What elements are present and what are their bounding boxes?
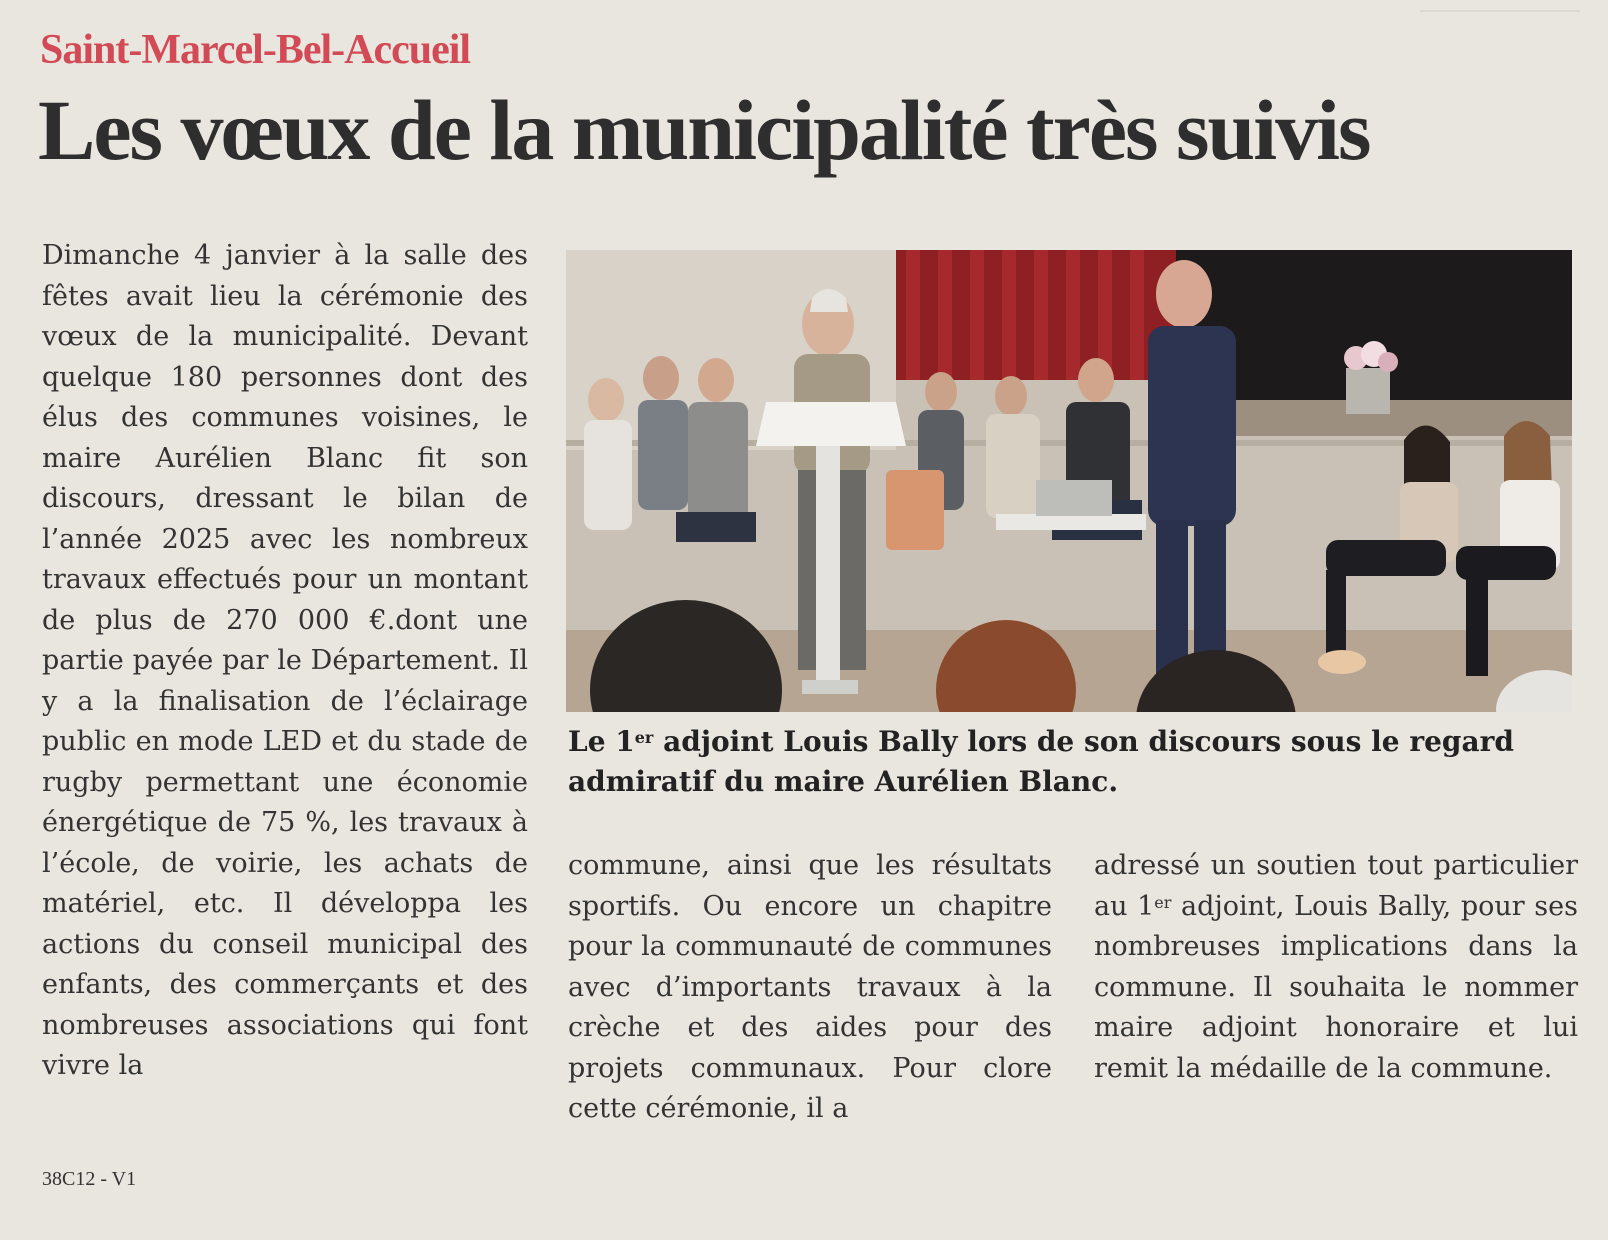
column-3-text-start: adressé un soutien tout particulier au 1 [1094, 850, 1578, 922]
article-column-1: Dimanche 4 janvier à la salle des fêtes avait lieu la cérémonie des vœux de la municipalité. Devant quelque 180 personnes dont des élus des communes voisines, le maire Aurélien Blanc fit son discours, dressant le bilan de l’année 2025 avec les nombreux travaux effectués pour un montant de plus de 270 000 €.dont une partie payée par le Département. Il y a la finalisation de l’éclairage public en mode LED et du stade de rugby permettant une économie énergétique de 75 %, les travaux à l’école, de voirie, les achats de matériel, etc. Il développa les actions du conseil municipal des enfants, des commerçants et des nombreuses associations qui font vivre la [42, 240, 528, 1081]
article-column-2: commune, ainsi que les résultats sportifs. Ou encore un chapitre pour la communauté de communes avec d’importants travaux à la crèche et des aides pour des projets communaux. Pour clore cette cérémonie, il a [568, 850, 1052, 1124]
column-3-text-end: adjoint, Louis Bally, pour ses nombreuses implications dans la commune. Il souhaita le nommer maire adjoint honoraire et lui remit la médaille de la commune. [1094, 890, 1578, 1084]
page-reference: 38C12 - V1 [42, 1168, 137, 1190]
article-photo [566, 250, 1572, 712]
section-kicker: Saint-Marcel-Bel-Accueil [40, 27, 471, 73]
caption-ordinal: er [634, 728, 654, 747]
article-headline: Les vœux de la municipalité très suivis [38, 82, 1370, 178]
caption-text-end: adjoint Louis Bally lors de son discours sous le regard admiratif du maire Aurélien Blanc. [568, 725, 1514, 798]
caption-text-start: Le 1 [568, 725, 635, 758]
article-column-3 [1094, 846, 1578, 1089]
photo-caption [568, 722, 1578, 802]
column-3-ordinal: er [1154, 892, 1172, 912]
bleed-through-decoration [1420, 10, 1580, 152]
